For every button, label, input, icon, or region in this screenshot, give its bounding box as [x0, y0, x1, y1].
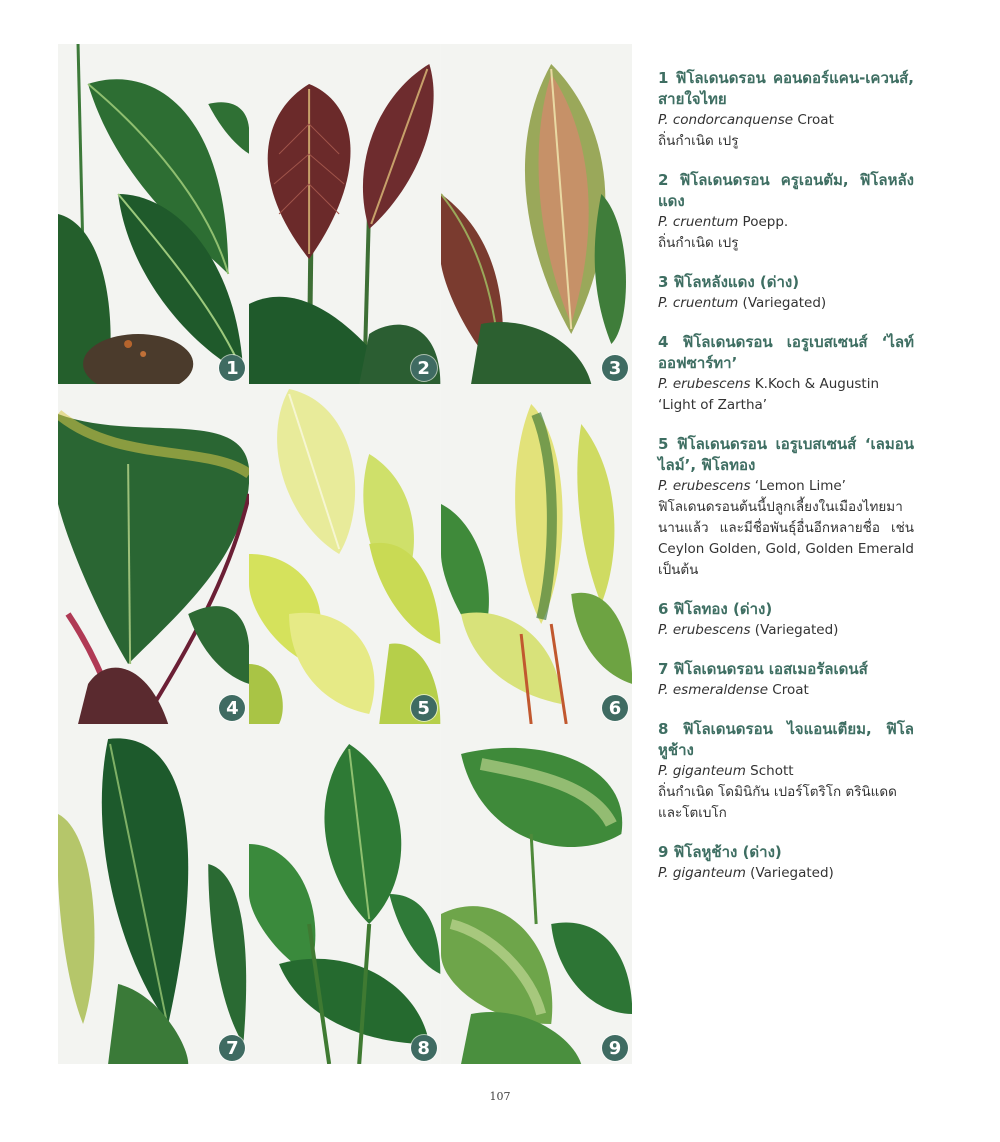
scientific-name: P. erubescens K.Koch & Augustin ‘Light of Zartha’ — [658, 376, 880, 413]
plant-9-illustration — [441, 724, 632, 1064]
origin: ถิ่นกำเนิด โดมินิกัน เปอร์โตริโก ตรินิแดดและโตเบโก — [658, 784, 897, 821]
photo-5 — [249, 384, 440, 724]
photo-number-badge: 7 — [219, 1035, 245, 1061]
caption-entry-1 — [658, 68, 914, 152]
caption-title: 9 ฟิโลหูช้าง (ด่าง) — [658, 843, 782, 861]
scientific-name: P. erubescens ‘Lemon Lime’ — [658, 478, 846, 494]
photo-4 — [58, 384, 249, 724]
caption-entry-7 — [658, 659, 914, 701]
plant-8-illustration — [249, 724, 440, 1064]
caption-entry-5 — [658, 434, 914, 581]
photo-number-badge: 3 — [602, 355, 628, 381]
photo-8 — [249, 724, 440, 1064]
photo-number-badge: 6 — [602, 695, 628, 721]
photo-number-badge: 2 — [411, 355, 437, 381]
caption-title: 3 ฟิโลหลังแดง (ด่าง) — [658, 273, 800, 291]
photo-grid — [58, 44, 632, 1064]
caption-title: 2 ฟิโลเดนดรอน ครูเอนตัม, ฟิโลหลังแดง — [658, 171, 914, 210]
photo-2 — [249, 44, 440, 384]
caption-title: 7 ฟิโลเดนดรอน เอสเมอรัลเดนส์ — [658, 660, 868, 678]
plant-5-illustration — [249, 384, 440, 724]
scientific-name: P. cruentum Poepp. — [658, 214, 789, 230]
photo-6 — [441, 384, 632, 724]
photo-number-badge: 8 — [411, 1035, 437, 1061]
plant-1-illustration — [58, 44, 249, 384]
photo-9 — [441, 724, 632, 1064]
photo-7 — [58, 724, 249, 1064]
photo-number-badge: 9 — [602, 1035, 628, 1061]
scientific-name: P. cruentum (Variegated) — [658, 295, 827, 311]
origin: ถิ่นกำเนิด เปรู — [658, 235, 739, 251]
caption-title: 8 ฟิโลเดนดรอน ไจแอนเตียม, ฟิโลหูช้าง — [658, 720, 914, 759]
caption-list — [658, 68, 914, 902]
plant-3-illustration — [441, 44, 632, 384]
photo-number-badge: 4 — [219, 695, 245, 721]
plant-4-illustration — [58, 384, 249, 724]
scientific-name: P. condorcanquense Croat — [658, 112, 834, 128]
caption-entry-2 — [658, 170, 914, 254]
caption-title: 4 ฟิโลเดนดรอน เอรูเบสเซนส์ ‘ไลท์ออฟซาร์ทา’ — [658, 333, 914, 372]
scientific-name: P. giganteum (Variegated) — [658, 865, 834, 881]
plant-6-illustration — [441, 384, 632, 724]
photo-number-badge: 1 — [219, 355, 245, 381]
scientific-name: P. giganteum Schott — [658, 763, 794, 779]
caption-entry-4 — [658, 332, 914, 416]
caption-entry-6 — [658, 599, 914, 641]
photo-number-badge: 5 — [411, 695, 437, 721]
page-number: 107 — [489, 1090, 511, 1103]
description-note: ฟิโลเดนดรอนต้นนี้ปลูกเลี้ยงในเมืองไทยมานานแล้ว และมีชื่อพันธุ์อื่นอีกหลายชื่อ เช่น Ceylon Golden, Gold, Golden Emerald เป็นต้น — [658, 499, 914, 578]
scientific-name: P. esmeraldense Croat — [658, 682, 809, 698]
plant-7-illustration — [58, 724, 249, 1064]
photo-1 — [58, 44, 249, 384]
caption-title: 6 ฟิโลทอง (ด่าง) — [658, 600, 773, 618]
caption-entry-8 — [658, 719, 914, 824]
origin: ถิ่นกำเนิด เปรู — [658, 133, 739, 149]
caption-title: 5 ฟิโลเดนดรอน เอรูเบสเซนส์ ‘เลมอนไลม์’, ฟิโลทอง — [658, 435, 914, 474]
caption-entry-3 — [658, 272, 914, 314]
scientific-name: P. erubescens (Variegated) — [658, 622, 839, 638]
caption-entry-9 — [658, 842, 914, 884]
photo-3 — [441, 44, 632, 384]
plant-2-illustration — [249, 44, 440, 384]
caption-title: 1 ฟิโลเดนดรอน คอนดอร์แคน-เควนส์, สายใจไทย — [658, 69, 914, 108]
